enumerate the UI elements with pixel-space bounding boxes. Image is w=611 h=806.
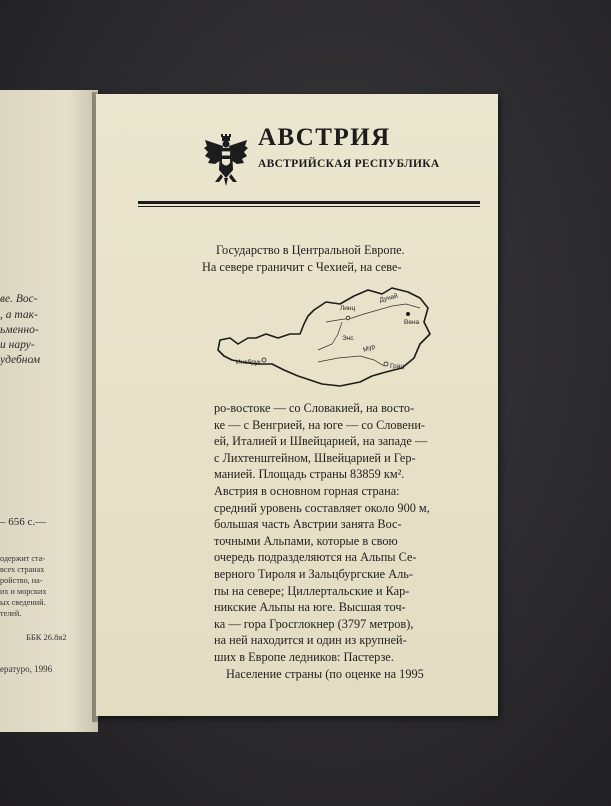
page-title: АВСТРИЯ — [258, 124, 391, 151]
left-bbk: ББК 26.8я2 — [26, 632, 67, 642]
city-linz-marker — [346, 316, 350, 320]
left-text-line: ьменно- — [0, 324, 39, 336]
body-line: на ней находится и один из крупней- — [214, 633, 407, 648]
left-price-line: – 656 с.— — [0, 516, 47, 528]
body-line: ка — гора Гросглокнер (3797 метров), — [214, 616, 414, 631]
river-enns — [318, 322, 342, 350]
left-text-line: ве. Вос- — [0, 293, 38, 305]
body-line: ке — с Венгрией, на юге — со Словени- — [214, 417, 426, 432]
header-rule-thick — [138, 201, 480, 204]
intro-line: Государство в Центральной Европе. — [216, 243, 405, 257]
header-rule-thin — [138, 206, 480, 207]
city-innsbruck-marker — [262, 358, 266, 362]
body-line: очередь подразделяются на Альпы Се- — [214, 550, 417, 565]
river-label-enns: Энс — [342, 335, 354, 342]
left-publisher-line: ературо, 1996 — [0, 664, 53, 674]
left-text-line: , а так- — [0, 309, 38, 321]
left-small-line: телей. — [0, 609, 22, 618]
left-small-line: их и морских — [0, 587, 47, 596]
left-small-line: ройство, на- — [0, 576, 43, 585]
book-page — [96, 94, 498, 716]
city-label-graz: Грац — [390, 363, 405, 370]
city-label-linz: Линц — [340, 305, 356, 312]
river-label-mur: Мур — [362, 343, 377, 354]
river-label-danube: Дунай — [378, 292, 399, 304]
body-line: средний уровень составляет около 900 м, — [214, 500, 430, 515]
body-line: никские Альпы на юге. Высшая точ- — [214, 600, 406, 615]
body-line: Австрия в основном горная страна: — [214, 484, 400, 498]
austria-coat-of-arms-icon — [203, 134, 249, 186]
body-line: Население страны (по оценке на 1995 — [226, 666, 424, 681]
body-line: верного Тироля и Зальцбургские Аль- — [214, 567, 413, 581]
left-small-line: одержит ста- — [0, 554, 46, 563]
left-small-line: всех странах — [0, 565, 45, 574]
left-text-line: удебном — [0, 354, 41, 366]
body-line: ей, Италией и Швейцарией, на западе — — [214, 434, 428, 449]
body-line: пы на севере; Циллертальские и Кар- — [214, 583, 410, 598]
body-line: большая часть Австрии занята Вос- — [214, 517, 402, 532]
city-graz-marker — [384, 362, 388, 366]
country-border — [218, 288, 430, 386]
left-small-line: ых сведений. — [0, 598, 46, 607]
body-line: ро-востоке — со Словакией, на восто- — [214, 401, 415, 415]
body-line: точными Альпами, которые в свою — [214, 533, 398, 548]
left-text-line: и нару- — [0, 339, 35, 351]
city-label-vienna: Вена — [404, 319, 420, 326]
austria-map — [214, 282, 436, 394]
city-label-innsbruck: Инсбрук — [236, 359, 261, 366]
body-line: с Лихтенштейном, Швейцарией и Гер- — [214, 450, 416, 465]
body-line: манией. Площадь страны 83859 км². — [214, 467, 405, 482]
river-mur — [318, 356, 384, 366]
left-page — [0, 90, 98, 732]
intro-line: На севере граничит с Чехией, на севе- — [202, 260, 402, 274]
body-line: ших в Европе ледников: Пастерзе. — [214, 650, 394, 664]
page-subtitle: АВСТРИЙСКАЯ РЕСПУБЛИКА — [258, 158, 440, 170]
city-vienna-marker — [406, 312, 410, 316]
